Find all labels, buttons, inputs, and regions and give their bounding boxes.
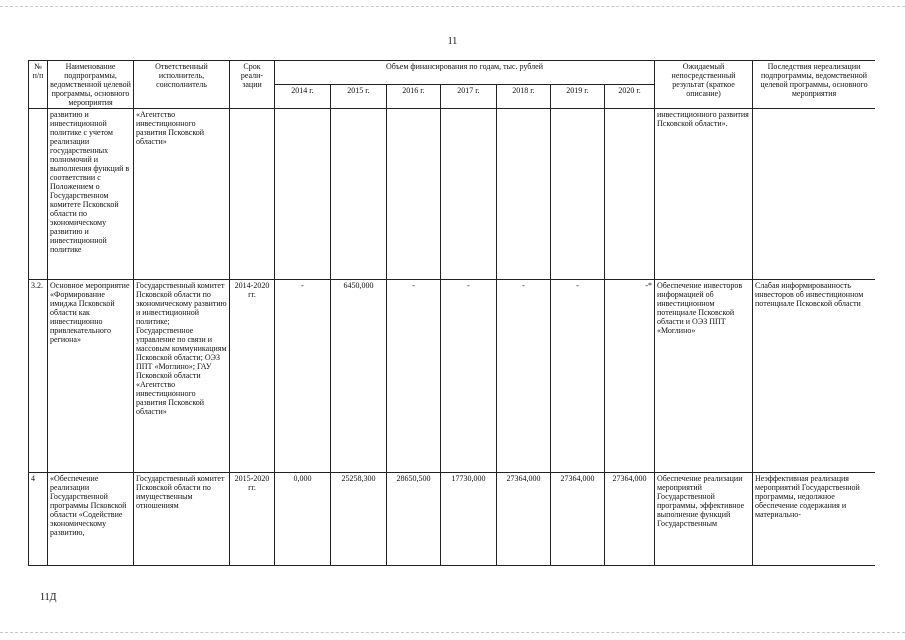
program-table-wrapper: [28, 60, 875, 588]
cell-value: [387, 109, 441, 280]
cell-value: [497, 109, 551, 280]
program-table: [28, 60, 875, 566]
header-year: 2019 г.: [551, 85, 605, 109]
cell-value: -: [275, 280, 331, 473]
cell-value: -: [497, 280, 551, 473]
header-result: Ожидаемый непосредственный результат (краткое описание): [655, 61, 753, 109]
cell-value: -*: [605, 280, 655, 473]
cell-value: 6450,000: [331, 280, 387, 473]
table-row: [29, 473, 876, 566]
header-year: 2015 г.: [331, 85, 387, 109]
cell-executor: Государственный комитет Псковской области по экономическому развитию и инвестиционной политике; Государственное управление по связи и массовым коммуникациям Псковской области; ОЭЗ ППТ «Моглино»; ГАУ Псковской области «Агентство инвестиционного развития Псковской области»: [134, 280, 230, 473]
cell-consequences: Неэффективная реализация мероприятий Государственной программы, недолжное обеспечение содержания и материально-: [753, 473, 875, 566]
header-year: 2017 г.: [441, 85, 497, 109]
cell-value: -: [387, 280, 441, 473]
cell-value: 17730,000: [441, 473, 497, 566]
header-year: 2018 г.: [497, 85, 551, 109]
cell-value: 27364,000: [551, 473, 605, 566]
header-executor: Ответственный исполнитель, соисполнитель: [134, 61, 230, 109]
cell-value: 28650,500: [387, 473, 441, 566]
scan-edge-top: [0, 6, 905, 7]
cell-term: 2014-2020 гг.: [230, 280, 275, 473]
header-name: Наименование подпрограммы, ведомственной целевой программы, основного мероприятия: [48, 61, 134, 109]
cell-name: «Обеспечение реализации Государственной программы Псковской области «Содействие экономическому развитию,: [48, 473, 134, 566]
cell-num: 4: [29, 473, 48, 566]
cell-result: Обеспечение инвесторов информацией об инвестиционном потенциале Псковской области и ОЭЗ ППТ «Моглино»: [655, 280, 753, 473]
cell-value: 25258,300: [331, 473, 387, 566]
cell-value: -: [551, 280, 605, 473]
cell-value: 0,000: [275, 473, 331, 566]
cell-value: -: [441, 280, 497, 473]
header-year: 2014 г.: [275, 85, 331, 109]
cell-num: [29, 109, 48, 280]
cell-consequences: Слабая информированность инвесторов об инвестиционном потенциале Псковской области: [753, 280, 875, 473]
header-consequences: Последствия нереализации подпрограммы, ведомственной целевой программы, основного мероприятия: [753, 61, 875, 109]
cell-result: Обеспечение реализации мероприятий Государственной программы, эффективное выполнение функций Государственным: [655, 473, 753, 566]
page-number: 11: [447, 36, 458, 47]
cell-value: [551, 109, 605, 280]
cell-value: [275, 109, 331, 280]
cell-executor: «Агентство инвестиционного развития Псковской области»: [134, 109, 230, 280]
cell-value: 27364,000: [497, 473, 551, 566]
header-year: 2020 г.: [605, 85, 655, 109]
cell-executor: Государственный комитет Псковской области по имущественным отношениям: [134, 473, 230, 566]
cell-consequences: [753, 109, 875, 280]
cell-result: инвестиционного развития Псковской области».: [655, 109, 753, 280]
cell-term: 2015-2020 гг.: [230, 473, 275, 566]
cell-name: развитию и инвестиционной политике с учетом реализации государственных полномочий и выполнения функций в соответствии с Положением о Государственном комитете Псковской области по экономическому развитию и инвестиционной политике: [48, 109, 134, 280]
header-funding: Объем финансирования по годам, тыс. рублей: [275, 61, 655, 85]
cell-num: 3.2.: [29, 280, 48, 473]
header-year: 2016 г.: [387, 85, 441, 109]
cell-value: [605, 109, 655, 280]
cell-term: [230, 109, 275, 280]
cell-value: [331, 109, 387, 280]
header-term: Срок реали-зации: [230, 61, 275, 109]
cell-value: 27364,000: [605, 473, 655, 566]
table-row: [29, 280, 876, 473]
footer-code: 11Д: [40, 592, 57, 603]
scan-edge-bottom: [0, 632, 905, 633]
table-row: [29, 109, 876, 280]
cell-name: Основное мероприятие «Формирование имиджа Псковской области как инвестиционно привлекательного региона»: [48, 280, 134, 473]
cell-value: [441, 109, 497, 280]
header-num: № п/п: [29, 61, 48, 109]
table-header-row: [29, 61, 876, 85]
